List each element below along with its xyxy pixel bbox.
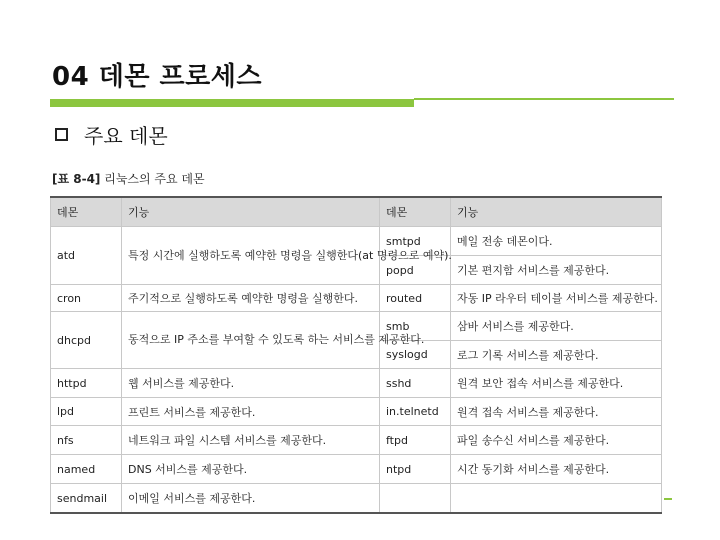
daemon-desc-cell: 이메일 서비스를 제공한다. — [122, 484, 380, 513]
daemon-desc-cell: 로그 기록 서비스를 제공한다. — [451, 341, 662, 369]
daemon-name-cell: smb — [380, 312, 451, 341]
daemon-desc-cell: 메일 전송 데몬이다. — [451, 227, 662, 256]
header-function: 기능 — [122, 197, 380, 227]
daemon-name-cell: smtpd — [380, 227, 451, 256]
daemon-name-cell: named — [51, 455, 122, 484]
table-header-row — [51, 197, 662, 227]
daemon-table — [50, 196, 662, 514]
daemon-name-cell: dhcpd — [51, 312, 122, 369]
daemon-name-cell: sshd — [380, 369, 451, 398]
empty-cell — [451, 484, 662, 513]
daemon-desc-cell: 원격 접속 서비스를 제공한다. — [451, 398, 662, 426]
daemon-name-cell: in.telnetd — [380, 398, 451, 426]
daemon-desc-cell: 자동 IP 라우터 테이블 서비스를 제공한다. — [451, 285, 662, 312]
daemon-name-cell: popd — [380, 256, 451, 285]
daemon-name-cell: atd — [51, 227, 122, 285]
daemon-desc-cell: 기본 편지함 서비스를 제공한다. — [451, 256, 662, 285]
daemon-name-cell: lpd — [51, 398, 122, 426]
daemon-name-cell: nfs — [51, 426, 122, 455]
table-row — [51, 227, 662, 256]
daemon-desc-cell: 프린트 서비스를 제공한다. — [122, 398, 380, 426]
title-underline-thin — [414, 98, 674, 100]
daemon-desc-cell: 웹 서비스를 제공한다. — [122, 369, 380, 398]
daemon-desc-cell: 삼바 서비스를 제공한다. — [451, 312, 662, 341]
page-marker — [664, 498, 672, 500]
table-caption-text: 리눅스의 주요 데몬 — [104, 172, 205, 186]
slide-title: 04 데몬 프로세스 — [52, 62, 262, 92]
daemon-desc-cell: 특정 시간에 실행하도록 예약한 명령을 실행한다(at 명령으로 예약). — [122, 227, 380, 285]
daemon-desc-cell: 시간 동기화 서비스를 제공한다. — [451, 455, 662, 484]
daemon-name-cell: sendmail — [51, 484, 122, 513]
daemon-desc-cell: 동적으로 IP 주소를 부여할 수 있도록 하는 서비스를 제공한다. — [122, 312, 380, 369]
daemon-desc-cell: DNS 서비스를 제공한다. — [122, 455, 380, 484]
daemon-name-cell: httpd — [51, 369, 122, 398]
daemon-desc-cell: 파일 송수신 서비스를 제공한다. — [451, 426, 662, 455]
table-row — [51, 455, 662, 484]
square-bullet-icon — [55, 128, 68, 141]
daemon-name-cell: syslogd — [380, 341, 451, 369]
table-row — [51, 398, 662, 426]
section-subtitle: 주요 데몬 — [84, 124, 168, 148]
table-row — [51, 426, 662, 455]
header-daemon: 데몬 — [51, 197, 122, 227]
section-heading — [55, 120, 168, 149]
header-daemon: 데몬 — [380, 197, 451, 227]
daemon-desc-cell: 원격 보안 접속 서비스를 제공한다. — [451, 369, 662, 398]
table-caption — [52, 170, 205, 187]
daemon-name-cell: ftpd — [380, 426, 451, 455]
table-row — [51, 285, 662, 312]
table-row — [51, 369, 662, 398]
daemon-name-cell: cron — [51, 285, 122, 312]
table-caption-number: [표 8-4] — [52, 172, 101, 186]
empty-cell — [380, 484, 451, 513]
title-underline-thick — [50, 99, 414, 107]
daemon-desc-cell: 네트워크 파일 시스템 서비스를 제공한다. — [122, 426, 380, 455]
table-row — [51, 484, 662, 513]
daemon-desc-cell: 주기적으로 실행하도록 예약한 명령을 실행한다. — [122, 285, 380, 312]
table-row — [51, 312, 662, 341]
header-function: 기능 — [451, 197, 662, 227]
daemon-name-cell: ntpd — [380, 455, 451, 484]
daemon-name-cell: routed — [380, 285, 451, 312]
